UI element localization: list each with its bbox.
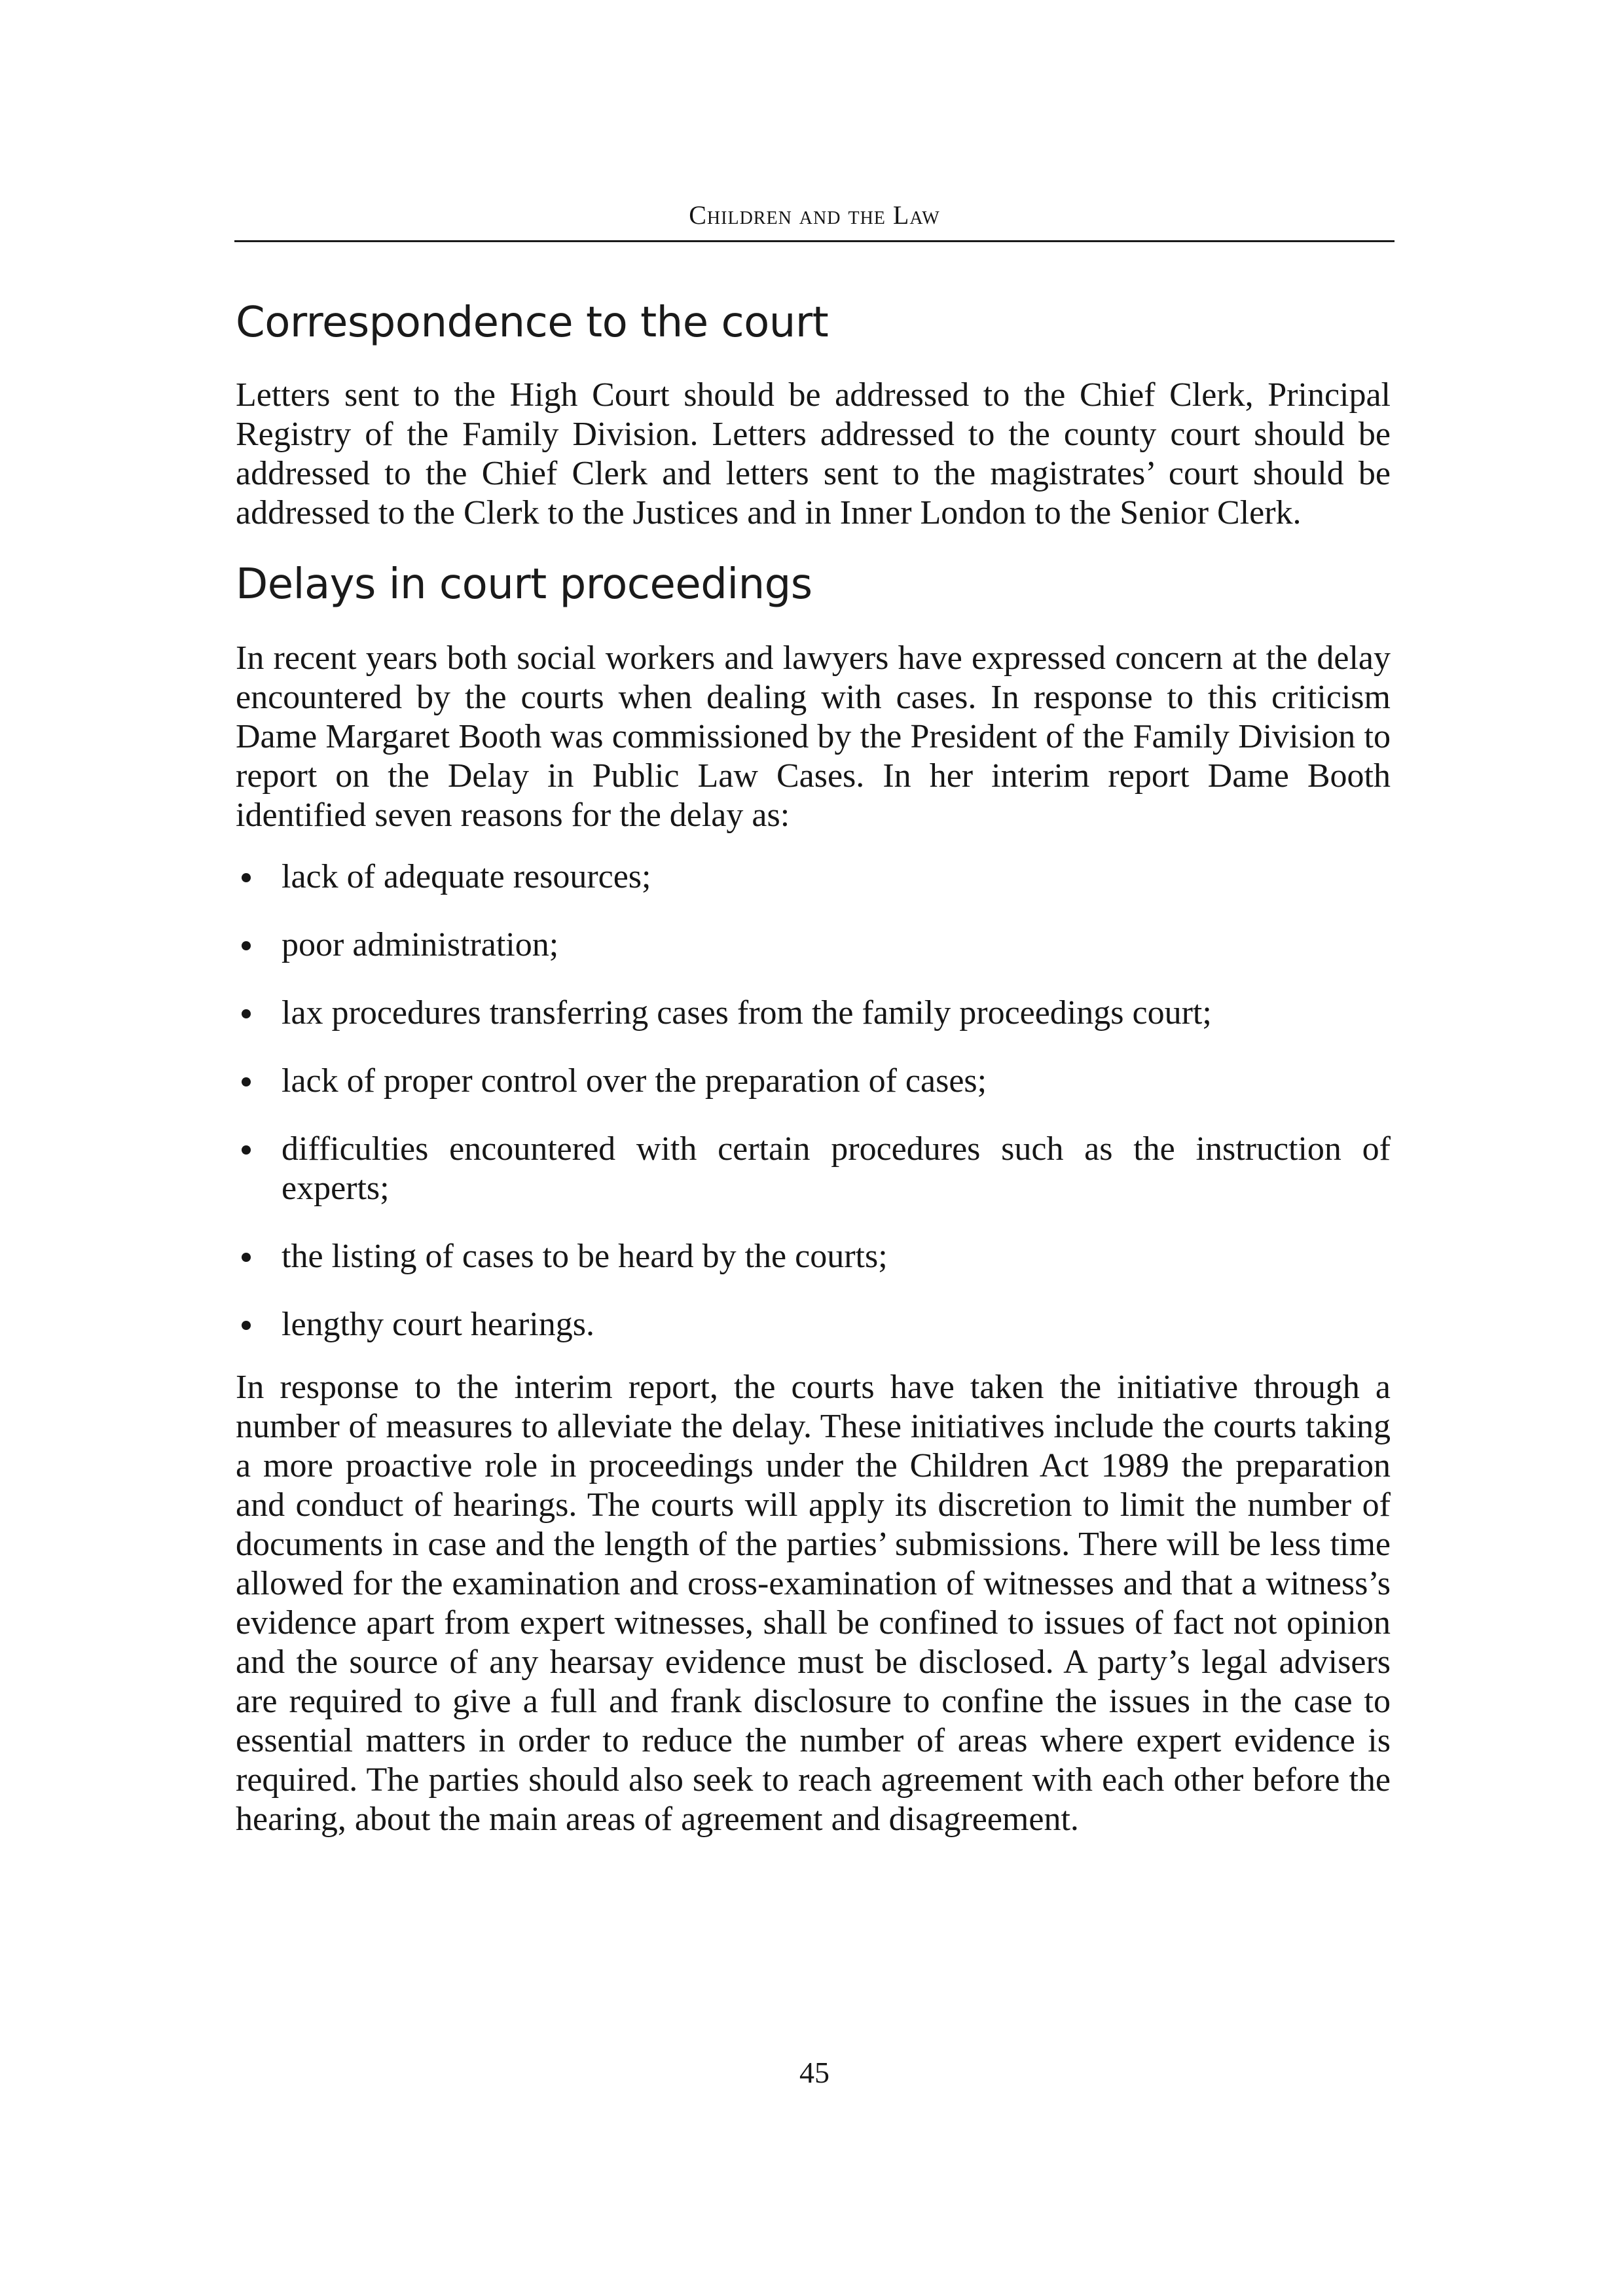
bullet-icon: [242, 1321, 251, 1330]
section-heading-delays: Delays in court proceedings: [236, 560, 812, 609]
delay-reasons-list: [236, 857, 1391, 1344]
paragraph-correspondence: Letters sent to the High Court should be addressed to the Chief Clerk, Principal Registry of the Family Division. Letters addressed to the county court should be addressed to the Chief Clerk and letters sent to the magistrates’ court should be addressed to the Clerk to the Justices and in Inner London to the Senior Clerk.: [236, 376, 1391, 531]
list-item-text: lengthy court hearings.: [282, 1306, 594, 1343]
bullet-icon: [242, 1077, 251, 1086]
paragraph-delays-intro: In recent years both social workers and lawyers have expressed concern at the delay encountered by the courts when dealing with cases. In response to this criticism Dame Margaret Booth was commissioned by the President of the Family Division to report on the Delay in Public Law Cases. In her interim report Dame Booth identified seven reasons for the delay as:: [236, 639, 1391, 834]
list-item-text: the listing of cases to be heard by the courts;: [282, 1238, 888, 1275]
list-item: [236, 857, 1391, 897]
bullet-icon: [242, 873, 251, 882]
bullet-icon: [242, 941, 251, 950]
page-number: 45: [799, 2056, 830, 2089]
bullet-icon: [242, 1253, 251, 1262]
list-item-text: lack of adequate resources;: [282, 858, 651, 895]
list-item-text: poor administration;: [282, 926, 559, 963]
paragraph-interim-report-response: In response to the interim report, the courts have taken the initiative through a number of measures to alleviate the delay. These initiatives include the courts taking a more proactive role in proceedings under the Children Act 1989 the preparation and conduct of hearings. The courts will apply its discretion to limit the number of documents in case and the length of the parties’ submissions. There will be less time allowed for the examination and cross-examination of witnesses and that a witness’s evidence apart from expert witnesses, shall be confined to issues of fact not opinion and the source of any hearsay evidence must be disclosed. A party’s legal advisers are required to give a full and frank disclosure to confine the issues in the case to essential matters in order to reduce the number of areas where expert evidence is required. The parties should also seek to reach agreement with each other before the hearing, about the main areas of agreement and disagreement.: [236, 1369, 1391, 1838]
list-item: [236, 1237, 1391, 1276]
list-item-text: difficulties encountered with certain procedures such as the instruction of experts;: [282, 1130, 1391, 1207]
list-item: [236, 1062, 1391, 1101]
list-item: [236, 925, 1391, 965]
list-item: [236, 994, 1391, 1033]
bullet-icon: [242, 1145, 251, 1155]
list-item: [236, 1305, 1391, 1344]
header-rule: [234, 240, 1395, 242]
list-item-text: lax procedures transferring cases from the family proceedings court;: [282, 994, 1212, 1031]
bullet-icon: [242, 1009, 251, 1018]
section-heading-correspondence: Correspondence to the court: [236, 298, 829, 347]
list-item: [236, 1130, 1391, 1208]
page-body: [236, 281, 1391, 1839]
running-header: Children and the Law: [689, 200, 940, 230]
list-item-text: lack of proper control over the preparation of cases;: [282, 1062, 987, 1100]
